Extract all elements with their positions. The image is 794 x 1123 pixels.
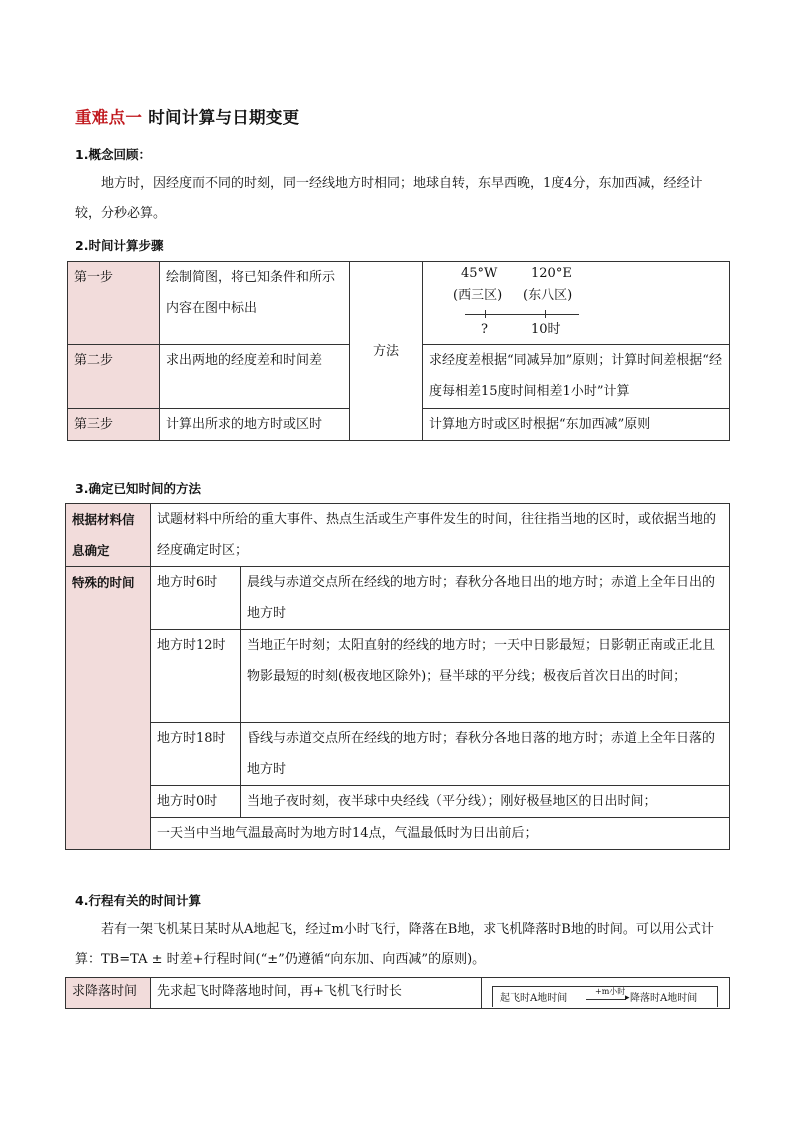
special-text-18: 昏线与赤道交点所在经线的地方时；春秋分各地日落的地方时；赤道上全年日落的地方时 — [241, 723, 730, 786]
page-title — [75, 104, 299, 128]
formula-mid: +m小时 — [595, 987, 626, 996]
title-main: 时间计算与日期变更 — [148, 108, 300, 127]
diagram-time1: ? — [481, 322, 488, 337]
section1-heading: 1.概念回顾： — [75, 147, 151, 162]
step2-label: 第二步 — [68, 345, 160, 409]
diagram-time2: 10时 — [531, 322, 561, 337]
special-time-12: 地方时12时 — [151, 630, 241, 723]
diagram-tick-2 — [545, 310, 546, 318]
step2-desc: 求出两地的经度差和时间差 — [160, 345, 350, 409]
section3-heading: 3.确定已知时间的方法 — [75, 481, 201, 496]
step3-label: 第三步 — [68, 409, 160, 441]
title-prefix: 重难点一 — [75, 108, 143, 127]
formula-left: 起飞时A地时间 — [500, 993, 568, 1004]
method-step2: 求经度差根据“同减异加”原则；计算时间差根据“经度每相差15度时间相差1小时”计算 — [423, 345, 730, 409]
step1-desc: 绘制简图，将已知条件和所示内容在图中标出 — [160, 262, 350, 345]
landing-formula — [482, 978, 730, 1009]
material-label: 根据材料信息确定 — [66, 504, 151, 567]
steps-table — [67, 261, 730, 441]
method-diagram — [423, 262, 730, 345]
step3-desc: 计算出所求的地方时或区时 — [160, 409, 350, 441]
special-label: 特殊的时间 — [66, 567, 151, 850]
landing-time-table — [65, 977, 730, 1009]
section4-heading: 4.行程有关的时间计算 — [75, 893, 201, 908]
formula-right: 降落时A地时间 — [630, 993, 698, 1004]
temperature-note: 一天当中当地气温最高时为地方时14点，气温最低时为日出前后； — [151, 818, 730, 850]
diagram-lon2: 120°E — [531, 266, 572, 281]
landing-label: 求降落时间 — [66, 978, 151, 1009]
special-time-18: 地方时18时 — [151, 723, 241, 786]
method-label: 方法 — [350, 262, 423, 441]
formula-arrow — [586, 999, 626, 1000]
section4-text: 若有一架飞机某日某时从A地起飞，经过m小时飞行，降落在B地，求飞机降落时B地的时间。可以用公式计算：TB=TA ± 时差+行程时间(“±”仍遵循“向东加、向西减”的原则)。 — [75, 922, 714, 967]
known-time-table — [65, 503, 730, 850]
diagram-lon1: 45°W — [461, 266, 498, 281]
step1-label: 第一步 — [68, 262, 160, 345]
diagram-zone1: (西三区) — [453, 288, 503, 303]
diagram-tick-1 — [485, 310, 486, 318]
special-text-0: 当地子夜时刻，夜半球中央经线（平分线）；刚好极昼地区的日出时间； — [241, 786, 730, 818]
section2-heading: 2.时间计算步骤 — [75, 238, 164, 253]
section1-text: 地方时，因经度而不同的时刻，同一经线地方时相同；地球自转，东早西晚，1度4分，东加西减，经经计较，分秒必算。 — [75, 176, 703, 221]
special-text-12: 当地正午时刻；太阳直射的经线的地方时；一天中日影最短；日影朝正南或正北且物影最短的时刻(极夜地区除外)；昼半球的平分线；极夜后首次日出的时间； — [241, 630, 730, 723]
landing-text: 先求起飞时降落地时间，再+飞机飞行时长 — [151, 978, 482, 1009]
diagram-axis — [465, 314, 579, 315]
material-text: 试题材料中所给的重大事件、热点生活或生产事件发生的时间，往往指当地的区时，或依据当地的经度确定时区； — [151, 504, 730, 567]
method-step3: 计算地方时或区时根据“东加西减”原则 — [423, 409, 730, 441]
special-time-6: 地方时6时 — [151, 567, 241, 630]
diagram-zone2: (东八区) — [523, 288, 573, 303]
special-time-0: 地方时0时 — [151, 786, 241, 818]
special-text-6: 晨线与赤道交点所在经线的地方时；春秋分各地日出的地方时；赤道上全年日出的地方时 — [241, 567, 730, 630]
arrow-head-icon: ▸ — [625, 993, 630, 1003]
